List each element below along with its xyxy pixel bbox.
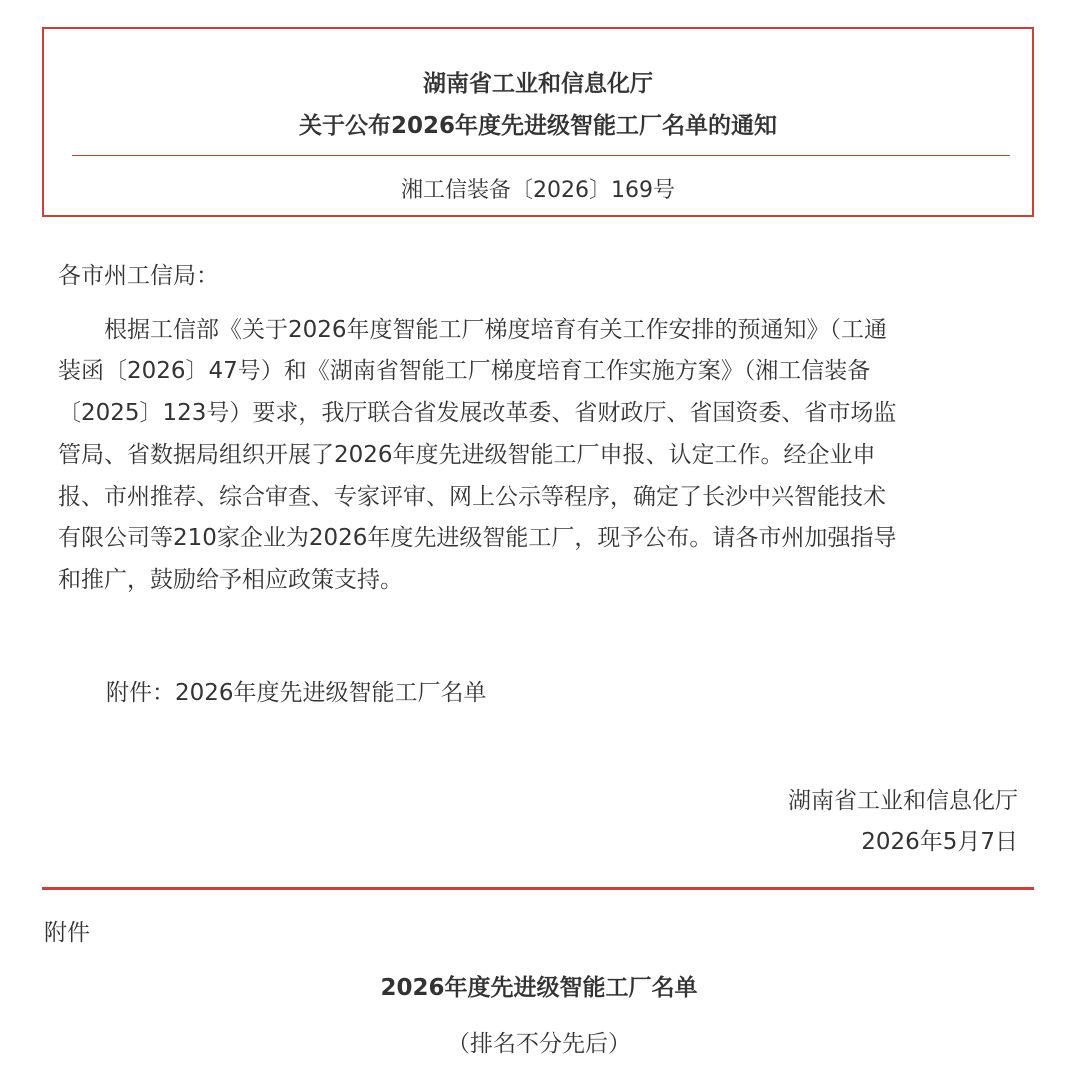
body-line: 报、市州推荐、综合审查、专家评审、网上公示等程序，确定了长沙中兴智能技术: [58, 484, 886, 510]
signature-organization: 湖南省工业和信息化厅: [788, 788, 1018, 814]
attachment-reference: 附件：2026年度先进级智能工厂名单: [106, 680, 487, 706]
notice-header-box: [42, 27, 1034, 217]
section-divider: [42, 887, 1034, 890]
body-line: 〔2025〕123号）要求，我厅联合省发展改革委、省财政厅、省国资委、省市场监: [58, 400, 897, 426]
body-line: 根据工信部《关于2026年度智能工厂梯度培育有关工作安排的预通知》（工通: [58, 317, 888, 343]
body-line: 和推广，鼓励给予相应政策支持。: [58, 567, 403, 593]
issuer-title: 湖南省工业和信息化厅: [423, 71, 653, 97]
body-line: 管局、省数据局组织开展了2026年度先进级智能工厂申报、认定工作。经企业申: [58, 442, 876, 468]
appendix-label: 附件: [44, 920, 90, 946]
salutation: 各市州工信局：: [58, 263, 219, 289]
signature-date: 2026年5月7日: [861, 829, 1018, 855]
header-divider: [72, 155, 1010, 156]
body-line: 装函〔2026〕47号）和《湖南省智能工厂梯度培育工作实施方案》（湘工信装备: [58, 358, 871, 384]
notice-title: 关于公布2026年度先进级智能工厂名单的通知: [298, 113, 777, 139]
document-number: 湘工信装备〔2026〕169号: [401, 178, 675, 203]
body-line: 有限公司等210家企业为2026年度先进级智能工厂，现予公布。请各市州加强指导: [58, 525, 897, 551]
appendix-note: （排名不分先后）: [447, 1031, 631, 1057]
appendix-title: 2026年度先进级智能工厂名单: [380, 975, 698, 1001]
